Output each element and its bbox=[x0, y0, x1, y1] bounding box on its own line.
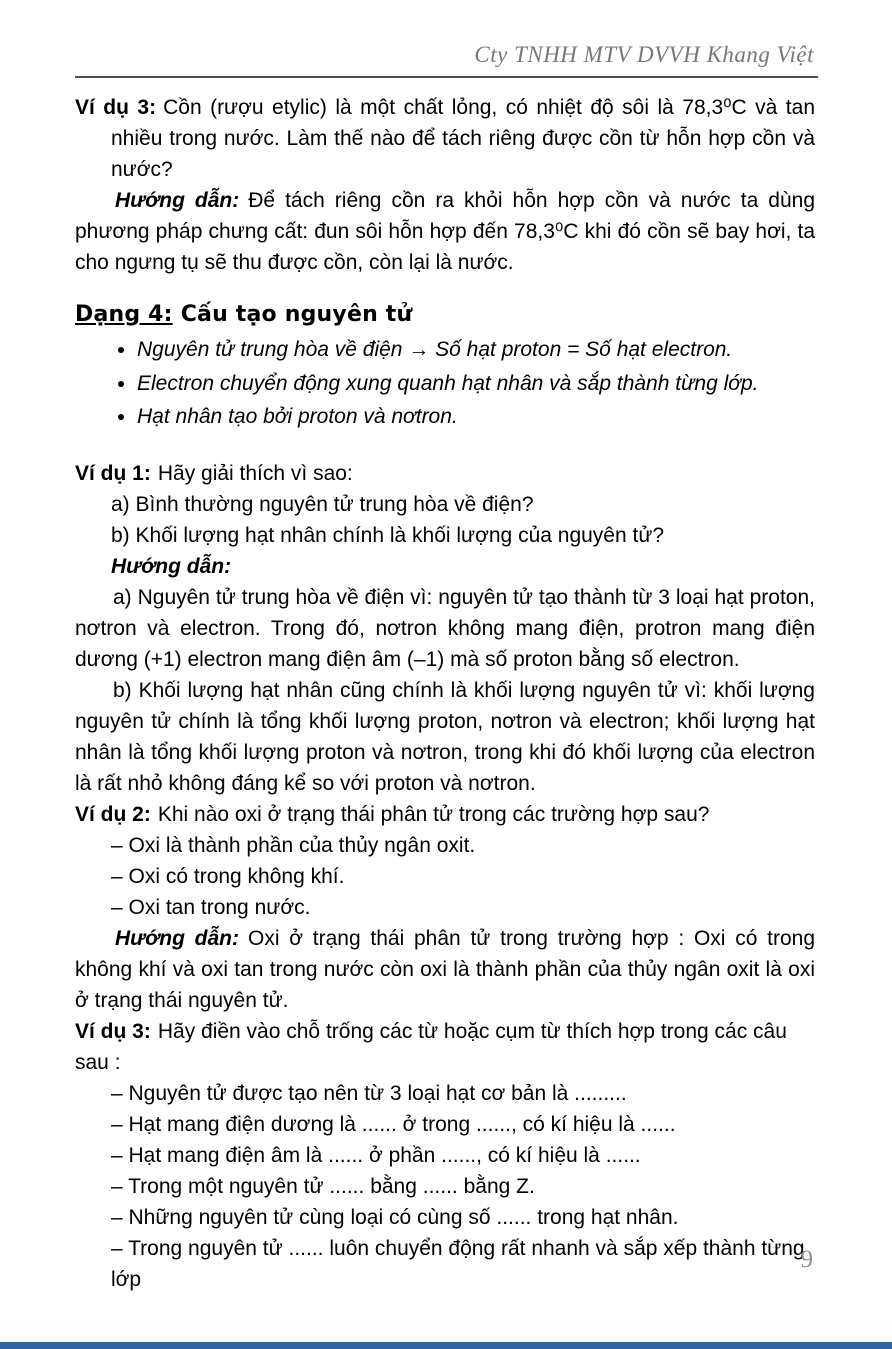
example2-case: – Oxi tan trong nước. bbox=[111, 895, 311, 919]
example1-answer: a) Nguyên tử trung hòa về điện vì: nguyên tử tạo thành từ 3 loại hạt proton, nơtron và electron. Trong đó, nơtron không mang điện, protron mang điện dương (+1) electron mang điện âm (–1) mà số proton bằng số electron. bbox=[75, 585, 815, 671]
guide-label: Hướng dẫn: bbox=[115, 926, 239, 950]
example2-case: – Oxi là thành phần của thủy ngân oxit. bbox=[111, 833, 476, 857]
example3-distill-problem bbox=[75, 92, 815, 185]
example2-intro bbox=[75, 799, 815, 830]
company-name: Cty TNHH MTV DVVH Khang Việt bbox=[474, 42, 814, 67]
guide-text: Để tách riêng cồn ra khỏi hỗn hợp cồn và nước ta dùng phương pháp chưng cất: đun sôi hỗn hợp đến 78,3⁰C khi đó cồn sẽ bay hơi, ta cho ngưng tụ sẽ thu được cồn, còn lại là nước. bbox=[75, 189, 816, 274]
example1-intro bbox=[75, 458, 815, 489]
example1-guide-label bbox=[75, 551, 815, 582]
example1-intro-text: Hãy giải thích vì sao: bbox=[157, 461, 353, 485]
example3-blank-item: – Hạt mang điện âm là ...... ở phần ......, có kí hiệu là ...... bbox=[111, 1143, 641, 1167]
example3-distill-guide bbox=[75, 185, 815, 278]
example3-blank-item: – Những nguyên tử cùng loại có cùng số ...... trong hạt nhân. bbox=[111, 1205, 679, 1229]
bottom-accent-bar bbox=[0, 1342, 892, 1349]
example3-fill-intro-text: Hãy điền vào chỗ trống các từ hoặc cụm từ thích hợp trong các câu sau : bbox=[75, 1019, 787, 1074]
example2-intro-text: Khi nào oxi ở trạng thái phân tử trong các trường hợp sau? bbox=[157, 802, 710, 826]
example3-distill-text: Cồn (rượu etylic) là một chất lỏng, có nhiệt độ sôi là 78,3⁰C và tan nhiều trong nước. Làm thế nào để tách riêng được cồn từ hỗn hợp cồn và nước? bbox=[111, 96, 816, 181]
example1-answer: b) Khối lượng hạt nhân cũng chính là khối lượng nguyên tử vì: khối lượng nguyên tử chính là tổng khối lượng proton, nơtron và electron; khối lượng hạt nhân là tổng khối lượng proton và nơtron, trong khi đó khối lượng của electron là rất nhỏ không đáng kể so với proton và nơtron. bbox=[75, 678, 815, 795]
example3-blank-item: – Nguyên tử được tạo nên từ 3 loại hạt cơ bản là ......... bbox=[111, 1081, 627, 1105]
example2-case: – Oxi có trong không khí. bbox=[111, 864, 345, 888]
example3-blank-item: – Trong nguyên tử ...... luôn chuyển động rất nhanh và sắp xếp thành từng lớp bbox=[111, 1236, 805, 1291]
example1-label: Ví dụ 1: bbox=[75, 461, 151, 485]
header-rule bbox=[75, 76, 818, 78]
theory-bullet-list bbox=[75, 334, 815, 434]
example3-blank-item: – Trong một nguyên tử ...... bằng ...... bằng Z. bbox=[111, 1174, 535, 1198]
example3-distill-label: Ví dụ 3: bbox=[75, 96, 157, 119]
example3-fill-label: Ví dụ 3: bbox=[75, 1019, 151, 1043]
theory-bullet: • Hạt nhân tạo bởi proton và nơtron. bbox=[137, 401, 815, 434]
theory-bullet: • Nguyên tử trung hòa về điện → Số hạt proton = Số hạt electron. bbox=[137, 334, 815, 367]
example1-question: a) Bình thường nguyên tử trung hòa về điện? bbox=[111, 492, 534, 516]
example2-label: Ví dụ 2: bbox=[75, 802, 151, 826]
guide-text: Oxi ở trạng thái phân tử trong trường hợp : Oxi có trong không khí và oxi tan trong nước còn oxi là thành phần của thủy ngân oxit là oxi ở trạng thái nguyên tử. bbox=[75, 926, 815, 1012]
example1-question: b) Khối lượng hạt nhân chính là khối lượng của nguyên tử? bbox=[111, 523, 665, 547]
guide-label: Hướng dẫn: bbox=[111, 554, 232, 578]
theory-bullet: • Electron chuyển động xung quanh hạt nhân và sắp thành từng lớp. bbox=[137, 368, 815, 401]
section-heading-label: Dạng 4: bbox=[75, 302, 173, 327]
page-number: 9 bbox=[800, 1246, 813, 1273]
section-heading-title: Cấu tạo nguyên tử bbox=[180, 302, 413, 327]
example3-blank-item: – Hạt mang điện dương là ...... ở trong ......, có kí hiệu là ...... bbox=[111, 1112, 676, 1136]
page-content bbox=[75, 92, 815, 1295]
section-heading bbox=[75, 298, 815, 331]
example2-guide bbox=[75, 923, 815, 1016]
example3-fill-intro bbox=[75, 1016, 815, 1078]
guide-label: Hướng dẫn: bbox=[115, 189, 240, 212]
